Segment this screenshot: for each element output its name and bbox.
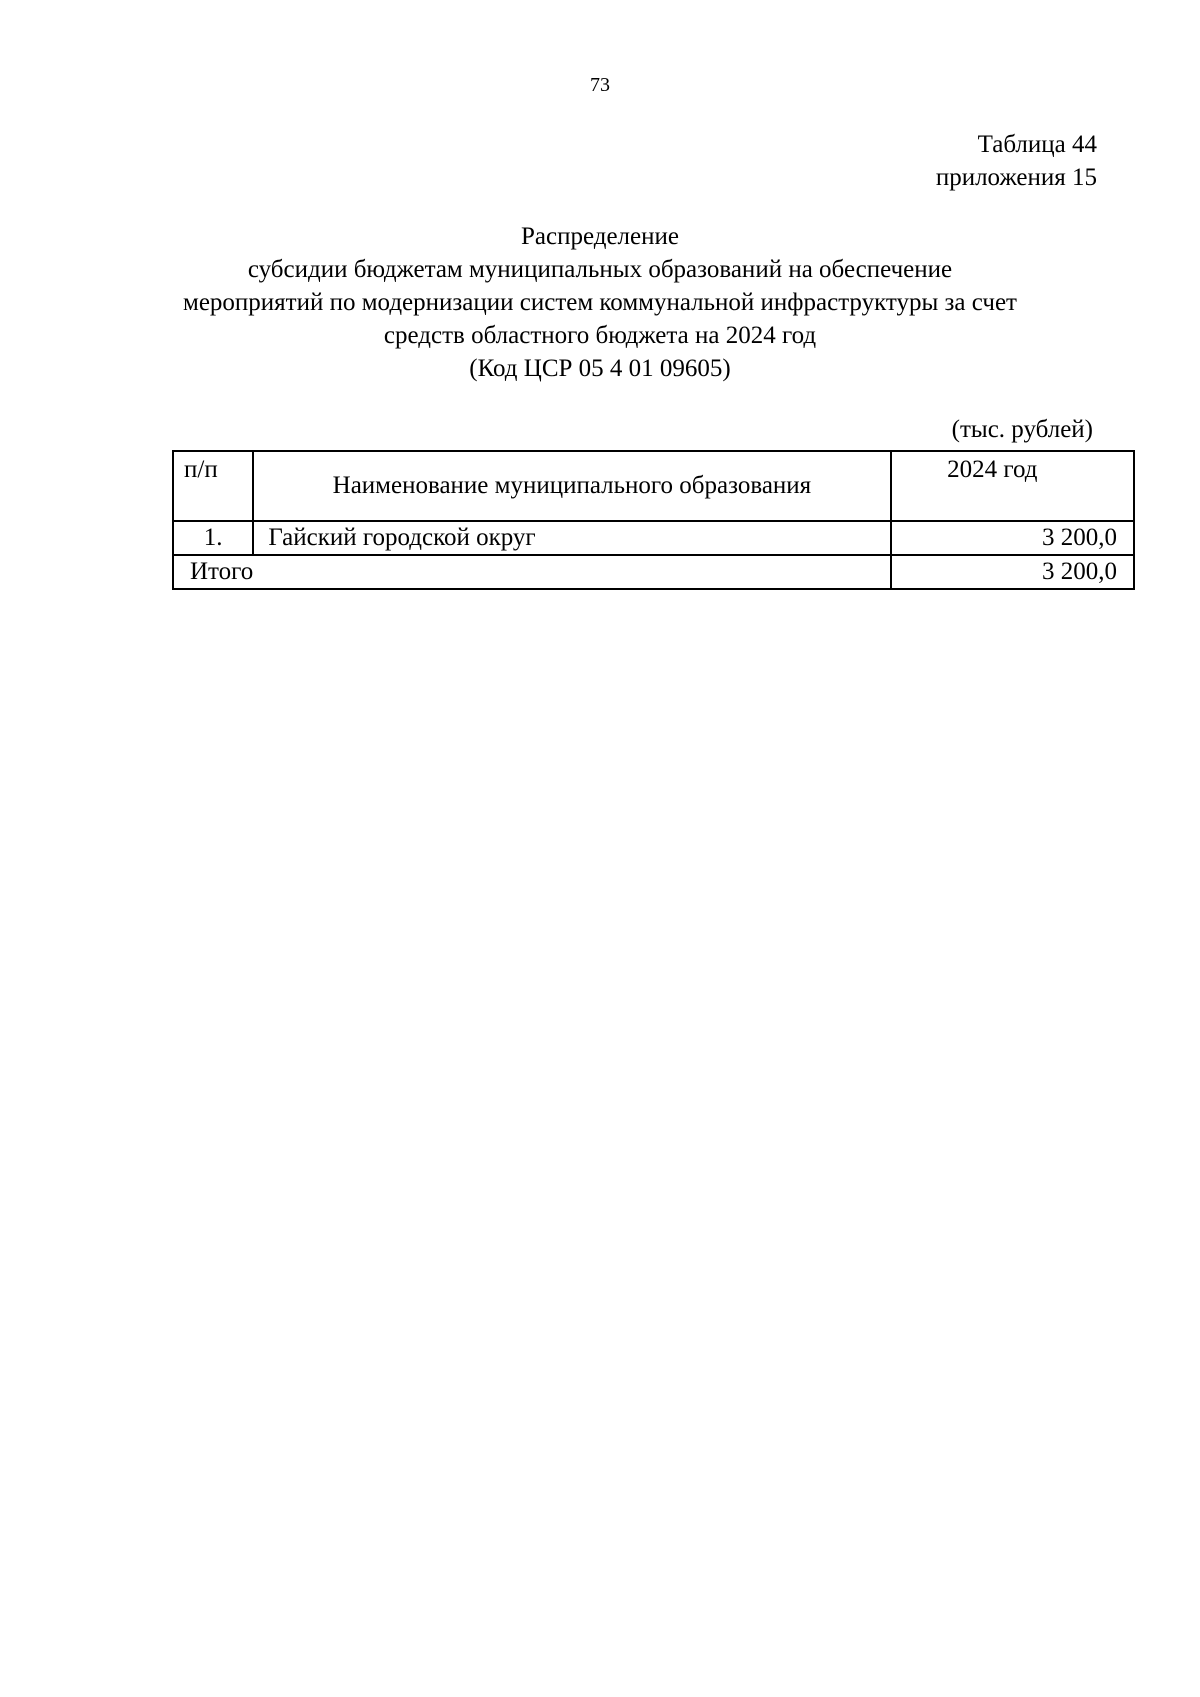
page-number: 73 [590, 74, 610, 96]
title-line-2: субсидии бюджетам муниципальных образований на обеспечение [247, 256, 953, 283]
table-row [173, 521, 1134, 555]
document-title [150, 220, 1050, 385]
title-line-1: Распределение [521, 223, 679, 250]
table-number: Таблица 44 [977, 131, 1097, 158]
appendix-number: приложения 15 [935, 164, 1097, 191]
budget-code: (Код ЦСР 05 4 01 09605) [469, 355, 731, 382]
table-header-row [173, 451, 1134, 521]
header-year: 2024 год [891, 451, 1134, 521]
row-num: 1. [173, 521, 253, 555]
table-total-row [173, 555, 1134, 589]
units-label: (тыс. рублей) [951, 416, 1093, 443]
header-num: п/п [173, 451, 253, 521]
distribution-table [172, 450, 1135, 590]
row-value: 3 200,0 [891, 521, 1134, 555]
row-name: Гайский городской округ [253, 521, 890, 555]
title-line-4: средств областного бюджета на 2024 год [383, 322, 817, 349]
total-label: Итого [173, 555, 891, 589]
title-line-3: мероприятий по модернизации систем коммунальной инфраструктуры за счет [183, 289, 1017, 316]
header-name: Наименование муниципального образования [253, 451, 890, 521]
total-value: 3 200,0 [891, 555, 1134, 589]
table-reference [936, 128, 1097, 194]
